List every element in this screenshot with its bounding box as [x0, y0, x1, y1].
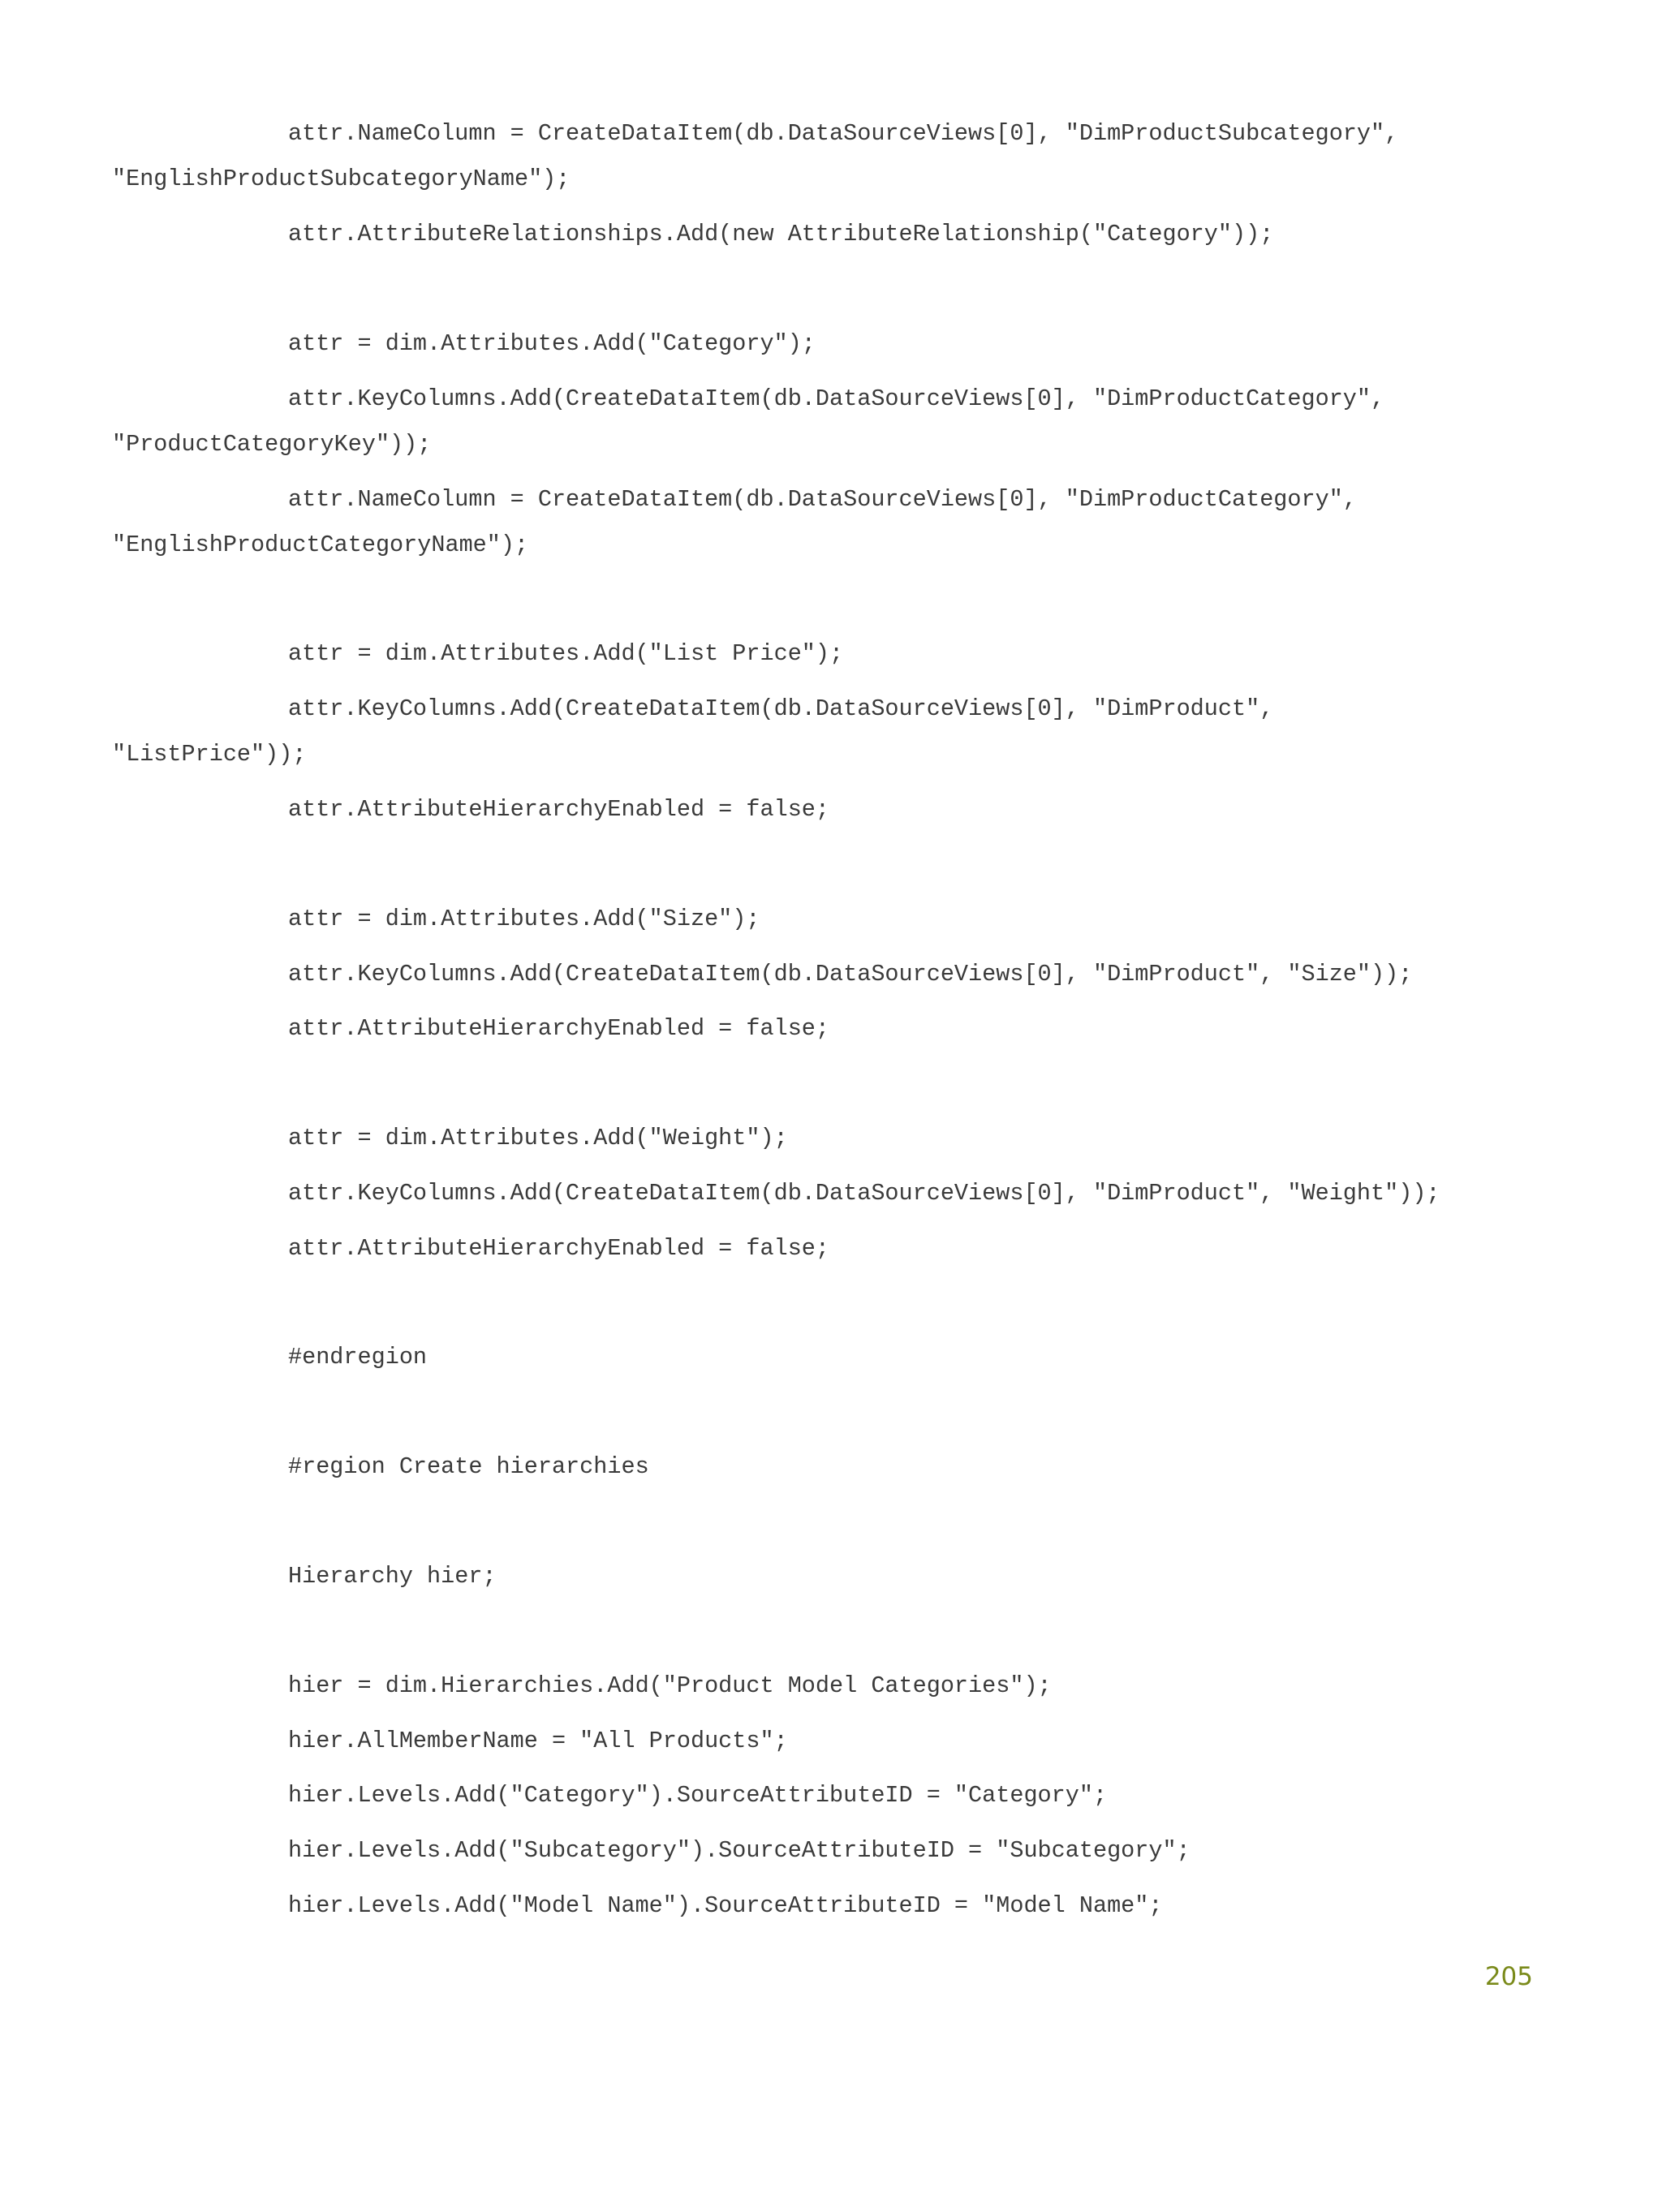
- code-line: "EnglishProductCategoryName");: [112, 531, 529, 558]
- code-line: attr.AttributeHierarchyEnabled = false;: [288, 1015, 830, 1042]
- code-line: Hierarchy hier;: [288, 1563, 497, 1590]
- code-line: attr.AttributeHierarchyEnabled = false;: [288, 1235, 830, 1262]
- code-line: #region Create hierarchies: [288, 1453, 649, 1480]
- code-line: attr.KeyColumns.Add(CreateDataItem(db.DataSourceViews[0], "DimProductCategory",: [288, 385, 1385, 412]
- code-line: attr.KeyColumns.Add(CreateDataItem(db.DataSourceViews[0], "DimProduct",: [288, 695, 1274, 722]
- code-line: attr.NameColumn = CreateDataItem(db.DataSourceViews[0], "DimProductCategory",: [288, 486, 1357, 513]
- code-line: attr = dim.Attributes.Add("List Price");: [288, 640, 844, 667]
- page-number: 205: [1484, 1962, 1533, 1991]
- code-line: attr = dim.Attributes.Add("Weight");: [288, 1125, 788, 1151]
- code-line: "EnglishProductSubcategoryName");: [112, 166, 571, 192]
- code-line: hier = dim.Hierarchies.Add("Product Model Categories");: [288, 1672, 1052, 1699]
- code-line: attr.KeyColumns.Add(CreateDataItem(db.DataSourceViews[0], "DimProduct", "Size"));: [288, 961, 1413, 988]
- code-line: attr.NameColumn = CreateDataItem(db.DataSourceViews[0], "DimProductSubcategory",: [288, 120, 1399, 147]
- code-line: attr.AttributeRelationships.Add(new AttributeRelationship("Category"));: [288, 221, 1274, 247]
- code-line: hier.Levels.Add("Model Name").SourceAttributeID = "Model Name";: [288, 1892, 1163, 1919]
- code-line: #endregion: [288, 1344, 428, 1371]
- code-line: "ListPrice"));: [112, 741, 307, 768]
- code-line: "ProductCategoryKey"));: [112, 431, 432, 458]
- code-line: hier.AllMemberName = "All Products";: [288, 1728, 788, 1754]
- code-line: attr.AttributeHierarchyEnabled = false;: [288, 796, 830, 823]
- code-line: attr = dim.Attributes.Add("Size");: [288, 906, 760, 932]
- code-line: hier.Levels.Add("Category").SourceAttributeID = "Category";: [288, 1782, 1108, 1809]
- code-line: attr.KeyColumns.Add(CreateDataItem(db.DataSourceViews[0], "DimProduct", "Weight"));: [288, 1180, 1440, 1207]
- code-line: attr = dim.Attributes.Add("Category");: [288, 330, 816, 357]
- code-line: hier.Levels.Add("Subcategory").SourceAttributeID = "Subcategory";: [288, 1837, 1191, 1864]
